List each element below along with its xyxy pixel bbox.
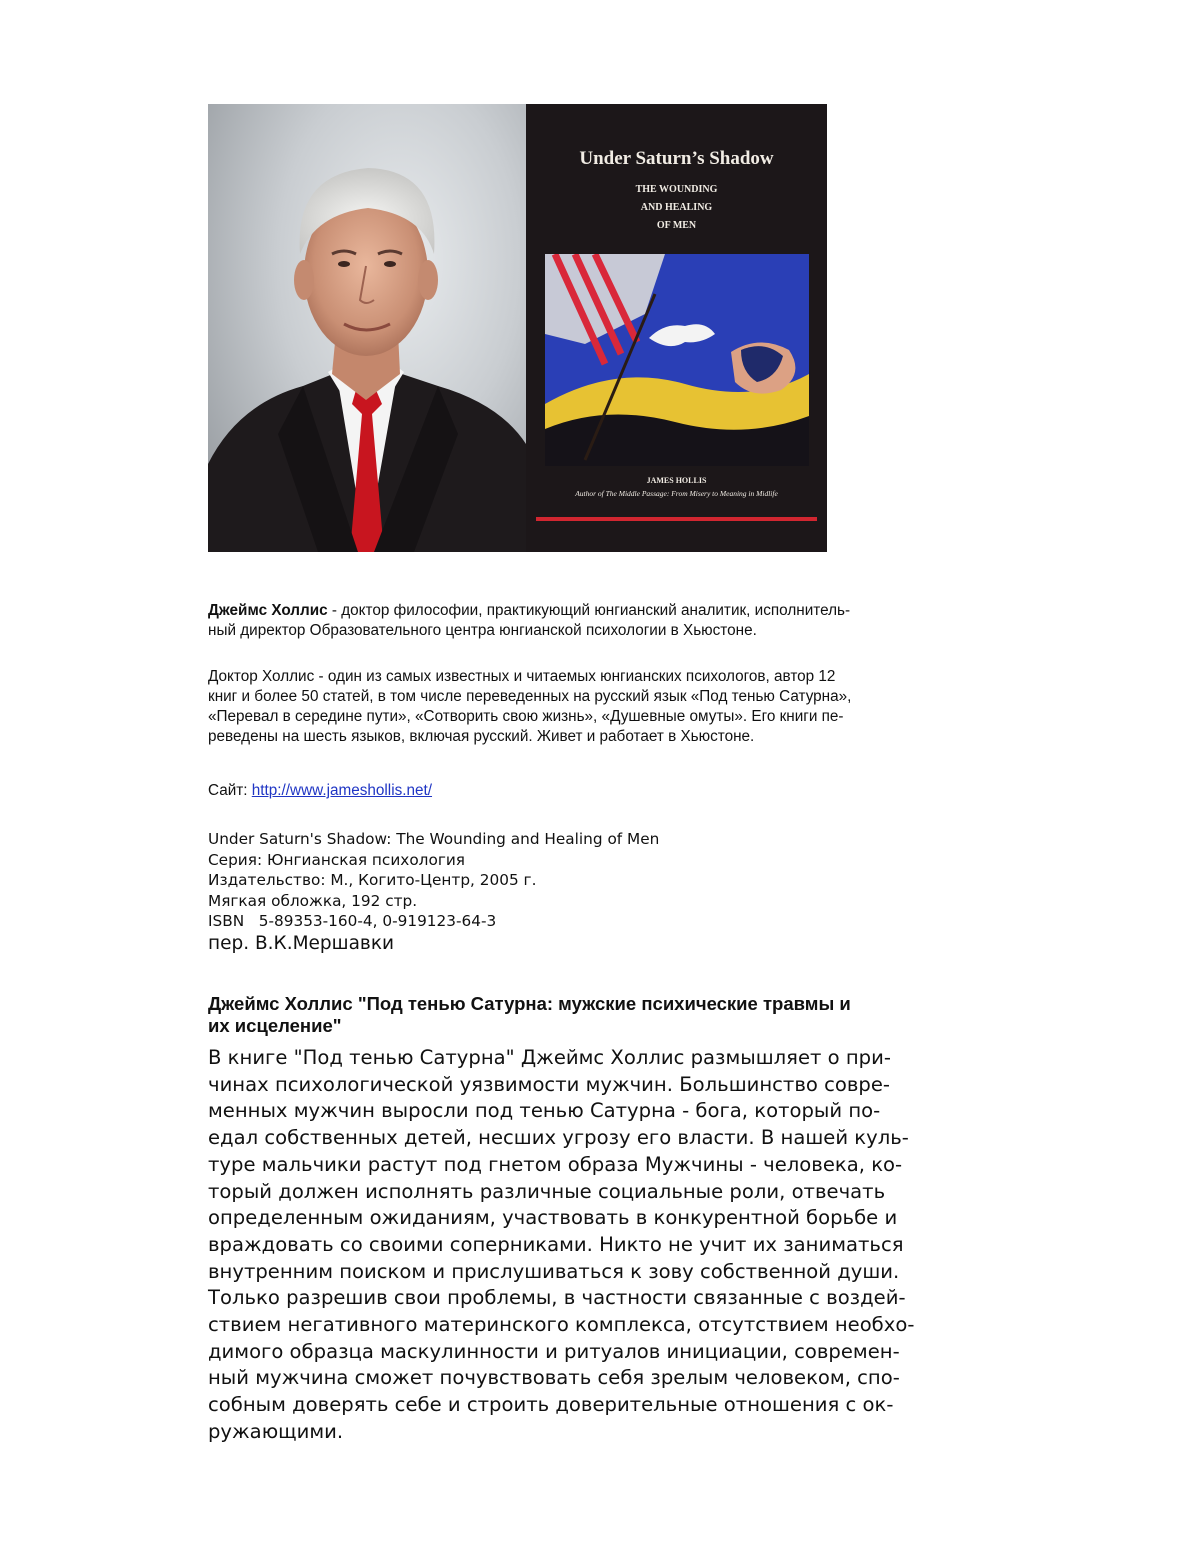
book-format: Мягкая обложка, 192 стр. [208, 891, 418, 910]
website-link[interactable]: http://www.jameshollis.net/ [251, 782, 433, 799]
cover-author-note: Author of The Middle Passage: From Misery to Meaning in Midlife [575, 489, 778, 498]
bio-details-paragraph [208, 667, 988, 747]
author-portrait-illustration [208, 104, 526, 552]
description-line: ствием негативного материнского комплекса, отсутствием необхо- [208, 1313, 915, 1337]
cover-red-rule [536, 517, 817, 521]
description-line: торый должен исполнять различные социальные роли, отвечать [208, 1179, 886, 1203]
cover-author: JAMES HOLLIS [646, 476, 707, 485]
description-line: ный мужчина сможет почувствовать себя зрелым человеком, спо- [208, 1366, 900, 1390]
description-line: внутренним поиском и прислушиваться к зову собственной души. [208, 1259, 900, 1283]
cover-artwork [545, 254, 809, 466]
description-line: чинах психологической уязвимости мужчин. Большинство совре- [208, 1072, 890, 1096]
bio-text: ный директор Образовательного центра юнгианской психологии в Хьюстоне. [208, 622, 757, 639]
author-name: Джеймс Холлис [208, 602, 328, 619]
book-publisher: Издательство: М., Когито-Центр, 2005 г. [208, 871, 537, 889]
bio-text: - доктор филосoфии, практикующий юнгианский аналитик, исполнитель- [327, 602, 851, 619]
book-translator: пер. В.К.Мершавки [208, 932, 395, 954]
description-line: димого образца маскулинности и ритуалов инициации, современ- [208, 1339, 900, 1363]
book-isbn: ISBN 5-89353-160-4, 0-919123-64-3 [208, 912, 497, 930]
book-info [208, 829, 659, 956]
book-heading-line: их исцеление" [208, 1015, 342, 1036]
description-line: ружающими. [208, 1419, 344, 1443]
description-line: менных мужчин выросли под тенью Сатурна - бога, который по- [208, 1099, 881, 1123]
book-heading-line: Джеймс Холлис "Под тенью Сатурна: мужские психические травмы и [208, 993, 851, 1014]
bio-details-line: Доктор Холлис - один из самых известных и читаемых юнгианских психологов, автор 12 [208, 668, 836, 685]
cover-subtitle-line: AND HEALING [640, 202, 713, 213]
cover-title: Under Saturn’s Shadow [579, 148, 774, 169]
website-line [208, 781, 432, 801]
description-line: едал собственных детей, несших угрозу его власти. В нашей куль- [208, 1126, 909, 1150]
bio-details-line: «Перевал в середине пути», «Сотворить свою жизнь», «Душевные омуты». Его книги пе- [208, 708, 844, 725]
book-heading [208, 993, 998, 1037]
website-label: Сайт: [208, 782, 252, 799]
description-line: враждовать со своими соперниками. Никто не учит их заниматься [208, 1232, 904, 1256]
cover-subtitle-line: OF MEN [656, 220, 697, 231]
description-line: Только разрешив свои проблемы, в частности связанные с воздей- [208, 1286, 906, 1310]
book-cover [526, 104, 827, 552]
cover-subtitle-line: THE WOUNDING [635, 184, 718, 195]
book-title-en: Under Saturn's Shadow: The Wounding and Healing of Men [208, 830, 660, 848]
description-line: туре мальчики растут под гнетом образа Мужчины - человека, ко- [208, 1152, 903, 1176]
bio-details-line: реведены на шесть языков, включая русский. Живет и работает в Хьюстоне. [208, 728, 755, 745]
description-line: определенным ожиданиям, участвовать в конкурентной борьбе и [208, 1206, 898, 1230]
description-line: собным доверять себе и строить доверительные отношения с ок- [208, 1393, 894, 1417]
bio-details-line: книг и более 50 статей, в том числе переведенных на русский язык «Под тенью Сатурна», [208, 688, 852, 705]
bio-paragraph [208, 601, 988, 641]
book-description [208, 1045, 998, 1446]
book-series: Серия: Юнгианская психология [208, 850, 465, 869]
author-photo [208, 104, 526, 552]
description-line: В книге "Под тенью Сатурна" Джеймс Холлис размышляет о при- [208, 1046, 891, 1069]
